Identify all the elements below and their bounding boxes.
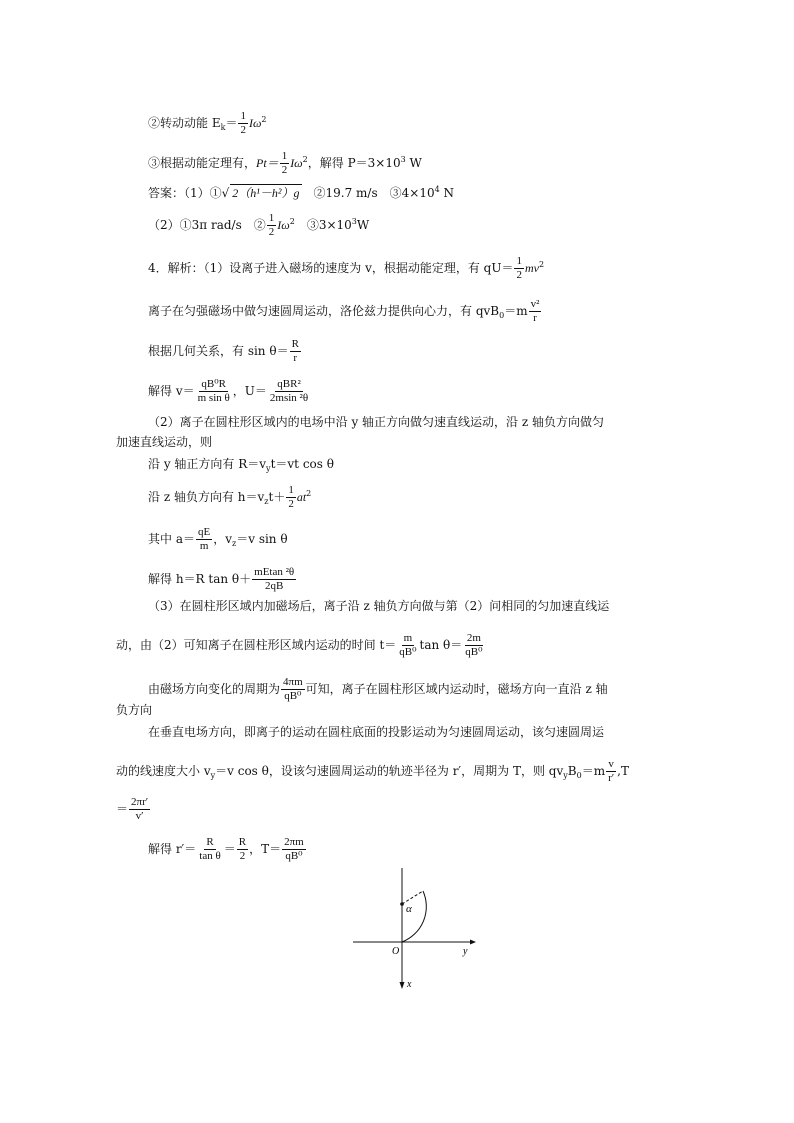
- line-lorentz: 离子在匀强磁场中做匀速圆周运动，洛伦兹力提供向心力，有 qvB$_0$＝m $\frac{\text{v²}}{r}$: [148, 298, 540, 324]
- line-acceleration: 其中 a＝ $\frac{qE}{m}$ ，$v_z=v$ sin θ: [148, 526, 288, 552]
- angle-label: α: [406, 903, 412, 915]
- line-part3-a: （3）在圆柱形区域内加磁场后，离子沿 z 轴负方向做与第（2）问相同的匀加速直线运: [148, 599, 610, 613]
- x-axis-arrow: [400, 982, 405, 989]
- trajectory-arc: [402, 891, 426, 942]
- line-part3-b: 动，由（2）可知离子在圆柱形区域内运动的时间 t＝ $\frac{m}{\text{qB⁰}}$ tan θ＝ $\frac{2m}{\text{qB⁰}}$: [116, 632, 483, 658]
- line-z-motion: 沿 z 轴负方向有 $h=v_zt+$ $\frac{1}{2}$ $at^2$: [148, 484, 312, 510]
- y-axis-label: y: [463, 946, 468, 957]
- line-circular-b: ＝ $\frac{2\pi r'}{v'}$: [116, 796, 149, 822]
- q4-heading: 4．解析：（1）设离子进入磁场的速度为 v，根据动能定理，有 qU＝ $\frac{1}{2}$ $mv^2$: [148, 255, 545, 281]
- line-rotational-ke: ②转动动能 $E_k=$ $\frac{1}{2}$ $I\omega^2$: [148, 110, 267, 136]
- trajectory-figure: [345, 862, 485, 992]
- line-period: 由磁场方向变化的周期为 $\frac{4\pi m}{\text{qB⁰}}$ 可知，离子在圆柱形区域内运动时，磁场方向一直沿 z 轴: [148, 676, 608, 702]
- x-axis-label: x: [407, 979, 412, 990]
- line-neg-z: 负方向: [116, 703, 153, 717]
- line-ke-theorem: ③根据动能定理有，Pt＝ $\frac{1}{2}$ $I\omega^2$，解得 $P=3\times 10^3$ W: [148, 150, 422, 176]
- line-solve-h: 解得 h＝R tan θ＋ $\frac{\text{mEtan ²θ}}{2qB}$: [148, 566, 295, 592]
- center-point: [400, 902, 404, 906]
- line-geometry: 根据几何关系，有 sin θ＝ $\frac{R}{r}$: [148, 338, 299, 364]
- line-projection: 在垂直电场方向，即离子的运动在圆柱底面的投影运动为匀速圆周运动，该匀速圆周运: [148, 725, 605, 739]
- line-y-motion: 沿 y 轴正方向有 $R=v_yt=vt$ cos θ: [148, 457, 334, 473]
- answer-line-2: （2）①3π rad/s ② $\frac{1}{2}$ $I\omega^2$ $③3\times 10^3W$: [148, 212, 370, 238]
- line-circular-a: 动的线速度大小 $v_y=v$ cos θ，设该匀速圆周运动的轨迹半径为 r′，周期为 T，则 $qv_yB_0=m$ $\frac{v}{r'}$ ,T: [116, 758, 629, 784]
- line-part2-b: 加速直线运动，则: [116, 435, 213, 449]
- line-solve-r-t: 解得 r′＝ $\frac{R}{\text{tan θ}}$ ＝ $\frac{R}{2}$ ，T＝ $\frac{2\pi m}{\text{qB⁰}}$: [148, 836, 304, 862]
- line-part2-a: （2）离子在圆柱形区域内的电场中沿 y 轴正方向做匀速直线运动，沿 z 轴负方向做匀: [148, 415, 604, 429]
- line-solve-v-u: 解得 v＝ $\frac{\text{qB⁰R}}{\text{m sin θ}}$ ，U＝ qBR² 2msin ²θ: [148, 378, 309, 404]
- answer-line-1: 答案：（1）①√ 2（h¹－h²）g ②19.7 m/s $③4\times 10^4$ N: [148, 185, 455, 200]
- origin-label: O: [392, 946, 400, 957]
- y-axis-arrow: [470, 940, 476, 945]
